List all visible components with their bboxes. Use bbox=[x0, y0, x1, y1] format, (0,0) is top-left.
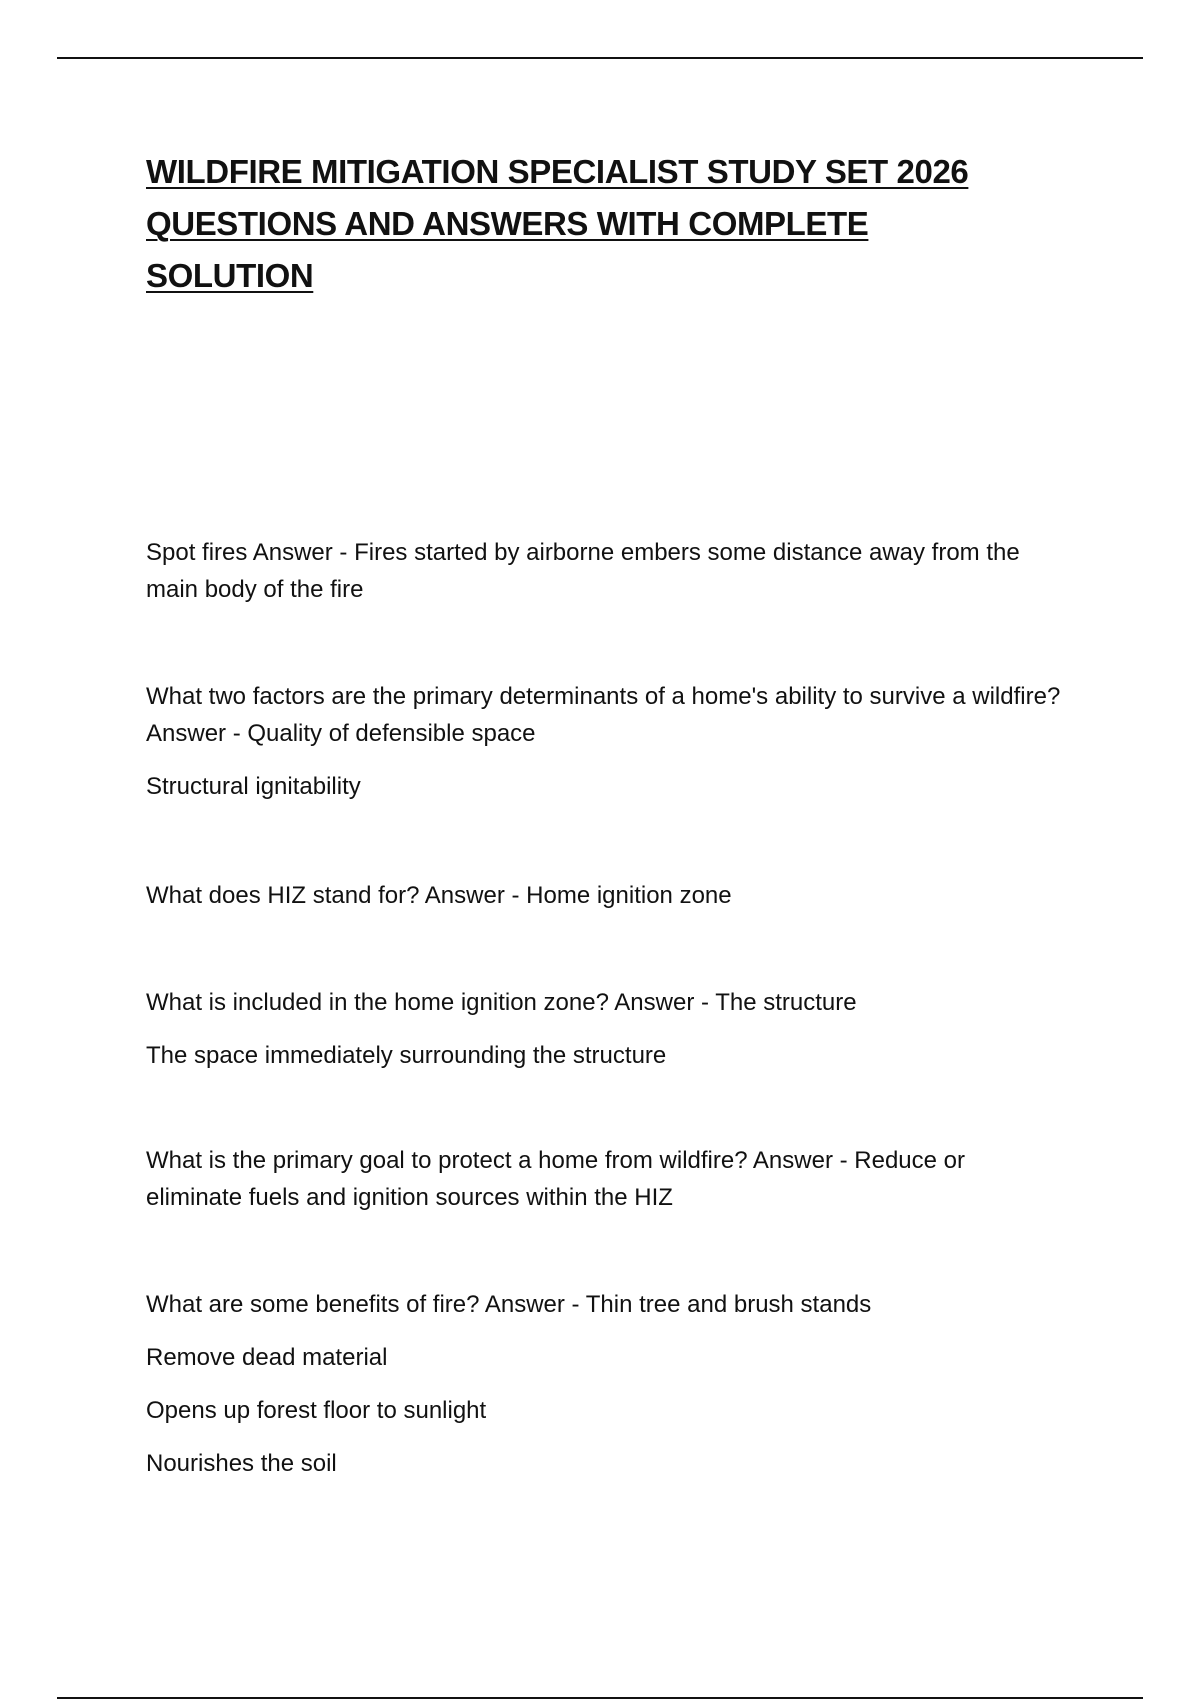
qa-question-answer: Spot fires Answer - Fires started by airborne embers some distance away from the main body of the fire bbox=[146, 539, 1020, 603]
qa-answer-continuation: The space immediately surrounding the structure bbox=[146, 1042, 667, 1069]
qa-question-answer: What is included in the home ignition zone? Answer - The structure bbox=[146, 989, 857, 1016]
footer-rule bbox=[57, 1697, 1143, 1699]
document-title bbox=[146, 146, 1046, 302]
title-line: WILDFIRE MITIGATION SPECIALIST STUDY SET 2026 bbox=[146, 153, 969, 190]
qa-question-answer: What is the primary goal to protect a home from wildfire? Answer - Reduce or eliminate fuels and ignition sources within the HIZ bbox=[146, 1147, 965, 1211]
title-line: SOLUTION bbox=[146, 257, 314, 294]
qa-item bbox=[146, 877, 1066, 914]
qa-question-answer: What two factors are the primary determinants of a home's ability to survive a wildfire? Answer - Quality of defensible space bbox=[146, 683, 1061, 747]
qa-question-answer: What does HIZ stand for? Answer - Home ignition zone bbox=[146, 882, 732, 909]
qa-item bbox=[146, 534, 1066, 608]
qa-answer-continuation: Remove dead material bbox=[146, 1344, 388, 1371]
qa-answer-continuation: Nourishes the soil bbox=[146, 1450, 337, 1477]
qa-item bbox=[146, 984, 1066, 1074]
qa-item bbox=[146, 678, 1066, 805]
qa-answer-continuation: Structural ignitability bbox=[146, 773, 361, 800]
qa-item bbox=[146, 1142, 1066, 1216]
header-rule bbox=[57, 57, 1143, 59]
qa-question-answer: What are some benefits of fire? Answer - Thin tree and brush stands bbox=[146, 1291, 872, 1318]
qa-answer-continuation: Opens up forest floor to sunlight bbox=[146, 1397, 487, 1424]
title-line: QUESTIONS AND ANSWERS WITH COMPLETE bbox=[146, 205, 869, 242]
qa-item bbox=[146, 1286, 1066, 1482]
